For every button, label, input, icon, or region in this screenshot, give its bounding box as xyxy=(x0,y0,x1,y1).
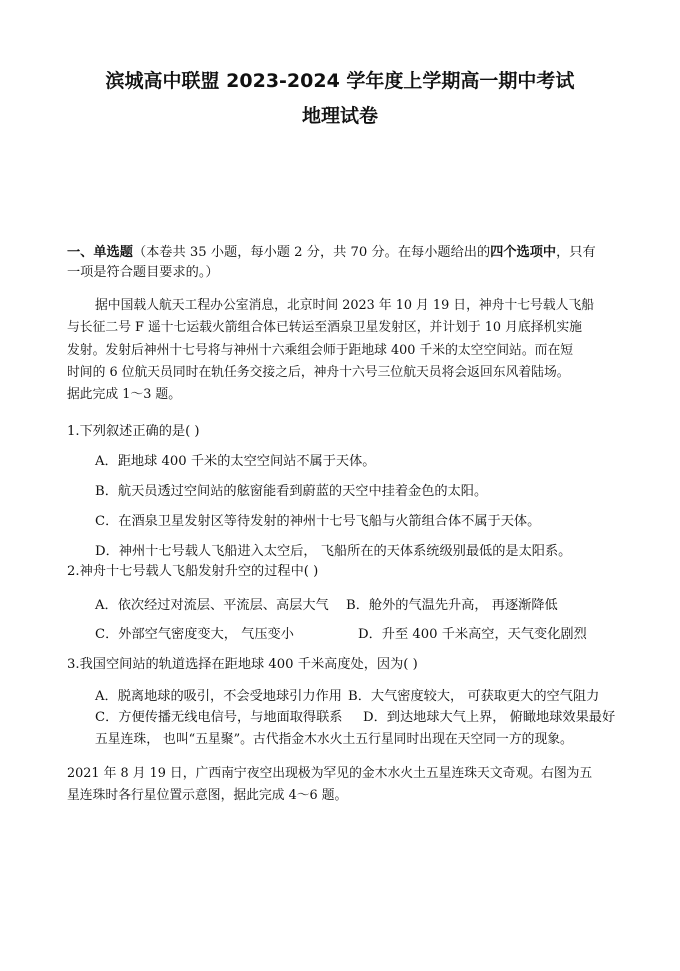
passage2-line: 2021 年 8 月 19 日，广西南宁夜空出现极为罕见的金木水火土五星连珠天文奇观。右图为五 xyxy=(67,766,593,781)
exam-title: 滨城高中联盟 2023-2024 学年度上学期高一期中考试 xyxy=(105,70,575,92)
passage1-line: 与长征二号 F 遥十七运载火箭组合体已转运至酒泉卫星发射区，并计划于 10 月底择机实施 xyxy=(67,320,582,335)
question-3-option-a: A．脱离地球的吸引，不会受地球引力作用 xyxy=(95,689,342,704)
passage2-line: 星连珠时各行星位置示意图，据此完成 4～6 题。 xyxy=(67,788,348,803)
passage1-line: 时间的 6 位航天员同时在轨任务交接之后，神舟十六号三位航天员将会返回东风着陆场。 xyxy=(67,365,570,380)
passage1-line: 发射。发射后神州十七号将与神州十六乘组会师于距地球 400 千米的太空空间站。而在短 xyxy=(67,343,574,358)
question-3-option-d: D．到达地球大气上界， 俯瞰地球效果最好 xyxy=(363,710,616,725)
section-instructions-line2: 一项是符合题目要求的。） xyxy=(67,265,219,280)
question-2-option-a: A．依次经过对流层、平流层、高层大气 xyxy=(95,598,329,613)
question-3-stem: 3.我国空间站的轨道选择在距地球 400 千米高度处，因为( ) xyxy=(67,657,418,672)
question-2-option-b: B．舱外的气温先升高， 再逐渐降低 xyxy=(346,598,558,613)
question-1-option-d: D．神州十七号载人飞船进入太空后， 飞船所在的天体系统级别最低的是太阳系。 xyxy=(95,544,572,559)
passage1-line: 据此完成 1～3 题。 xyxy=(67,387,181,402)
exam-subject: 地理试卷 xyxy=(301,105,378,127)
question-1-stem: 1.下列叙述正确的是( ) xyxy=(67,424,200,439)
section-instructions-part1: （本卷共 35 小题，每小题 2 分，共 70 分。在每小题给出的 xyxy=(132,245,491,260)
section-instructions-part2: ，只有 xyxy=(556,245,596,260)
question-2-option-d: D．升至 400 千米高空，天气变化剧烈 xyxy=(358,627,587,642)
question-3-option-c: C．方便传播无线电信号，与地面取得联系 xyxy=(95,710,343,725)
section-heading-line1 xyxy=(67,244,596,262)
question-1-option-b: B．航天员透过空间站的舷窗能看到蔚蓝的天空中挂着金色的太阳。 xyxy=(95,484,488,499)
question-2-stem: 2.神舟十七号载人飞船发射升空的过程中( ) xyxy=(67,564,319,579)
passage2-note: 五星连珠， 也叫“五星聚”。古代指金木水火土五行星同时出现在天空同一方的现象。 xyxy=(95,732,573,747)
question-3-option-b: B．大气密度较大， 可获取更大的空气阻力 xyxy=(348,689,600,704)
question-1-option-c: C．在酒泉卫星发射区等待发射的神州十七号飞船与火箭组合体不属于天体。 xyxy=(95,514,541,529)
passage1-line: 据中国载人航天工程办公室消息，北京时间 2023 年 10 月 19 日，神舟十七号载人飞船 xyxy=(95,298,595,313)
section-title: 一、单选题 xyxy=(67,245,133,260)
question-2-option-c: C．外部空气密度变大， 气压变小 xyxy=(95,627,294,642)
question-1-option-a: A．距地球 400 千米的太空空间站不属于天体。 xyxy=(95,454,376,469)
section-instructions-bold: 四个选项中 xyxy=(490,245,557,260)
